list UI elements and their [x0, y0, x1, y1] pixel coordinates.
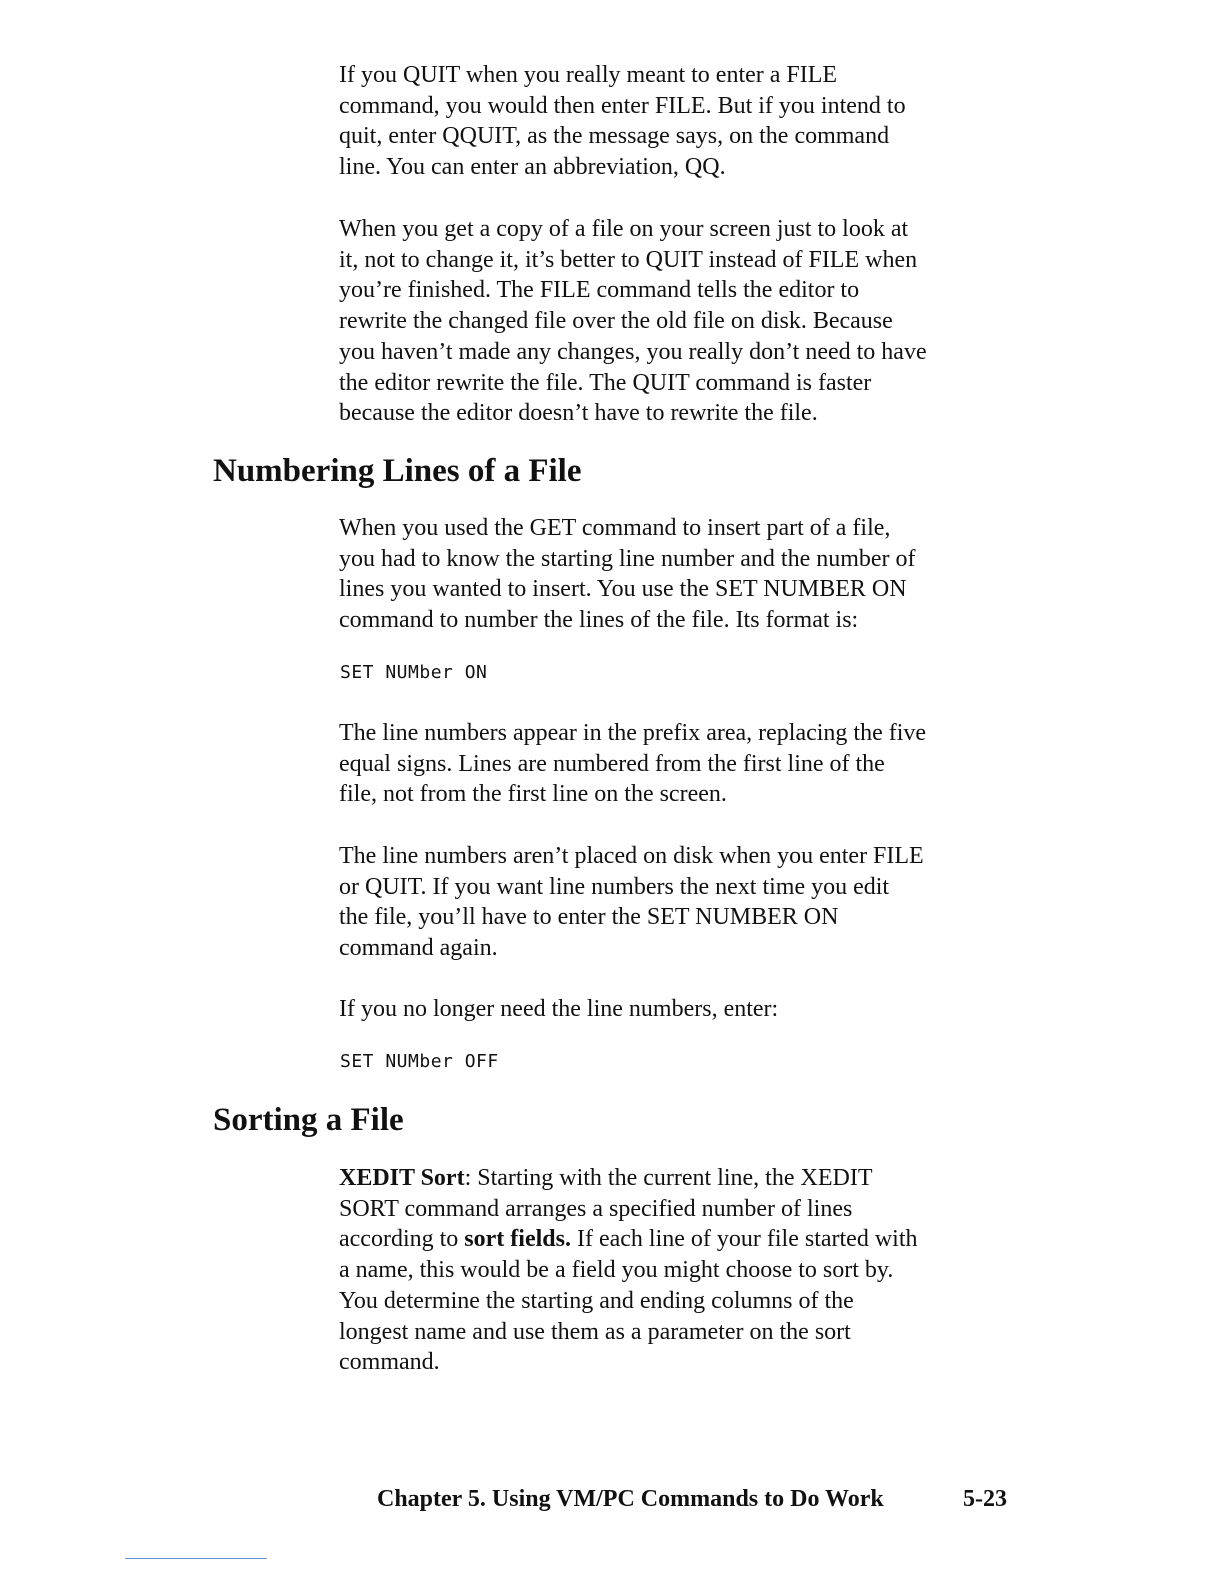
paragraph-prefix-area — [339, 718, 1039, 810]
text-line: the editor rewrite the file. The QUIT command is faster — [339, 369, 872, 396]
text-line: command again. — [339, 935, 498, 962]
paragraph-no-longer-need — [339, 994, 1039, 1025]
text-line: equal signs. Lines are numbered from the first line of the — [339, 750, 885, 777]
term-sort-fields: sort fields. — [464, 1226, 571, 1253]
footer-page-number: 5-23 — [963, 1486, 1007, 1512]
text-line: SORT command arranges a specified number of lines — [339, 1195, 853, 1222]
text-line: file, not from the first line on the screen. — [339, 781, 727, 808]
paragraph-quit-faster — [339, 214, 1039, 429]
text-line: command, you would then enter FILE. But if you intend to — [339, 92, 906, 119]
text-line: The line numbers appear in the prefix area, replacing the five — [339, 720, 927, 746]
page-footer — [377, 1484, 1027, 1514]
text-line: because the editor doesn’t have to rewrite the file. — [339, 400, 818, 427]
text-fragment: according to — [339, 1226, 465, 1253]
paragraph-xedit-sort — [339, 1163, 1039, 1378]
text-line: a name, this would be a field you might choose to sort by. — [339, 1257, 894, 1284]
text-line: it, not to change it, it’s better to QUIT instead of FILE when — [339, 246, 918, 273]
text-line: command. — [339, 1349, 440, 1376]
text-line: or QUIT. If you want line numbers the next time you edit — [339, 873, 890, 900]
text-fragment: If each line of your file started with — [570, 1226, 918, 1253]
text-line: If you no longer need the line numbers, enter: — [339, 996, 779, 1022]
text-line: quit, enter QQUIT, as the message says, on the command — [339, 123, 890, 150]
text-line: line. You can enter an abbreviation, QQ. — [339, 154, 726, 181]
text-line: lines you wanted to insert. You use the SET NUMBER ON — [339, 576, 907, 603]
code-set-number-on: SET NUMber ON — [340, 662, 488, 683]
section-heading-numbering: Numbering Lines of a File — [213, 453, 582, 489]
paragraph-quit-vs-file — [339, 60, 1039, 183]
section-heading-sorting: Sorting a File — [213, 1102, 404, 1138]
text-line: The line numbers aren’t placed on disk when you enter FILE — [339, 843, 924, 869]
text-line: You determine the starting and ending columns of the — [339, 1287, 854, 1314]
paragraph-not-on-disk — [339, 841, 1039, 964]
text-line: rewrite the changed file over the old file on disk. Because — [339, 308, 893, 335]
text-line: you’re finished. The FILE command tells the editor to — [339, 277, 860, 304]
footer-chapter-title: Chapter 5. Using VM/PC Commands to Do Work — [377, 1486, 884, 1512]
text-line: command to number the lines of the file. Its format is: — [339, 607, 859, 634]
text-line: If you QUIT when you really meant to enter a FILE — [339, 62, 838, 88]
text-line: longest name and use them as a parameter on the sort — [339, 1318, 851, 1345]
code-set-number-off: SET NUMber OFF — [340, 1051, 499, 1072]
bottom-rule — [125, 1558, 267, 1559]
text-line — [339, 1226, 918, 1252]
paragraph-numbering-intro — [339, 513, 1039, 636]
text-line: When you used the GET command to insert part of a file, — [339, 515, 891, 541]
text-line: you haven’t made any changes, you really don’t need to have — [339, 338, 927, 365]
text-line: you had to know the starting line number and the number of — [339, 545, 916, 572]
text-line — [339, 1165, 872, 1191]
text-line: When you get a copy of a file on your screen just to look at — [339, 216, 909, 242]
text-fragment: : Starting with the current line, the XEDIT — [464, 1165, 873, 1191]
text-line: the file, you’ll have to enter the SET NUMBER ON — [339, 904, 839, 931]
term-xedit-sort: XEDIT Sort — [339, 1165, 465, 1191]
